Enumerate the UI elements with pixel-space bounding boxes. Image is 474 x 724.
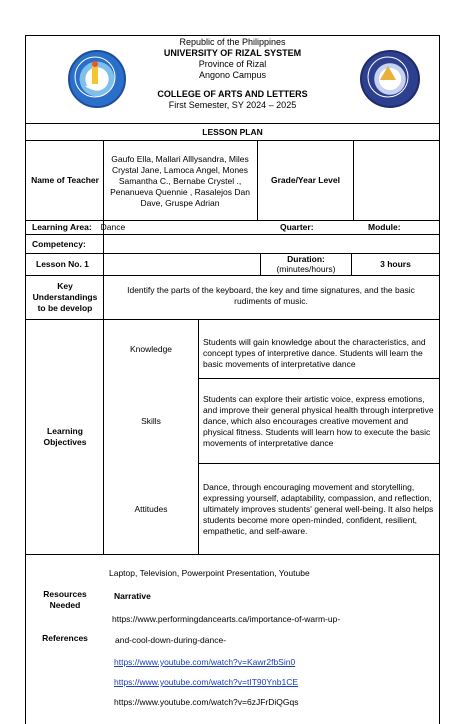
resources-materials: Laptop, Television, Powerpoint Presentation, Youtube [109,568,310,578]
key-understandings-label: Key Understandings to be develop [32,281,98,313]
duration-cell [261,254,351,275]
reference-link-1[interactable]: https://www.youtube.com/watch?v=Kawr2fbSin0 [114,657,296,667]
learning-area-label: Learning Area: [32,222,92,232]
objective-domain-attitudes: Attitudes [134,503,168,514]
duration-value: 3 hours [380,259,411,269]
lesson-plan-title: LESSON PLAN [202,126,263,137]
university-name: UNIVERSITY OF RIZAL SYSTEM [163,48,302,58]
resources-label: Resources Needed [43,589,87,610]
learning-area-row [32,221,125,234]
lesson-number: Lesson No. 1 [36,259,89,269]
teacher-label: Name of Teacher [31,175,99,185]
quarter-label: Quarter: [280,222,314,232]
reference-link-2[interactable]: https://www.youtube.com/watch?v=tIT90Ynb1CE [114,677,299,687]
reference-link-3: https://www.youtube.com/watch?v=6zJFrDiQGqs [114,697,299,707]
semester-text: First Semester, SY 2024 – 2025 [168,100,297,110]
objective-text-attitudes: Dance, through encouraging movement and storytelling, expressing yourself, adaptability, compassion, and reflection, ultimately improves students' general well-being. It also helps students become more open-minded, confident, resilient, empathetic, and self-aware. [203,482,434,536]
competency-label: Competency: [32,238,86,249]
key-understandings-text: Identify the parts of the keyboard, the key and time signatures, and the basic rudiments of music. [127,285,415,306]
college-name: COLLEGE OF ARTS AND LETTERS [157,89,308,99]
learning-area-value: Dance [100,222,126,232]
teacher-names: Gaufo Ella, Mallari Alllysandra, Miles Crystal Jane, Lamoca Angel, Mones Samantha C., Bernabe Crystel ., Penanueva Quennie , Rasalejos Dan Dave, Gruspe Adrian [110,153,250,208]
module-label: Module: [368,222,401,232]
republic-text: Republic of the Philippines [179,37,286,47]
reference-url-line1: https://www.performingdancearts.ca/importance-of-warm-up- [112,614,341,624]
narrative-label: Narrative [114,591,151,601]
objective-domain-skills: Skills [141,415,161,426]
province-text: Province of Rizal [198,59,267,69]
objective-text-knowledge: Students will gain knowledge about the characteristics, and concept types of interpretive dance. Students will learn the basic movements of interpretative dance [203,337,426,369]
lesson-plan-sheet [25,35,440,724]
duration-label: Duration: [287,254,325,264]
campus-text: Angono Campus [198,70,267,80]
grade-level-label: Grade/Year Level [271,175,340,185]
duration-unit: (minutes/hours) [276,264,336,274]
reference-url-line2: and-cool-down-during-dance- [115,635,227,645]
references-label: References [42,633,88,643]
objective-text-skills: Students can explore their artistic voice, express emotions, and improve their general physical health through interpretive dance, which also encourages creative movement and physical fitness. Students will learn how to execute the basic movements of interpretative dance [203,394,434,448]
learning-objectives-label: Learning Objectives [43,426,87,447]
objective-domain-knowledge: Knowledge [129,343,173,354]
